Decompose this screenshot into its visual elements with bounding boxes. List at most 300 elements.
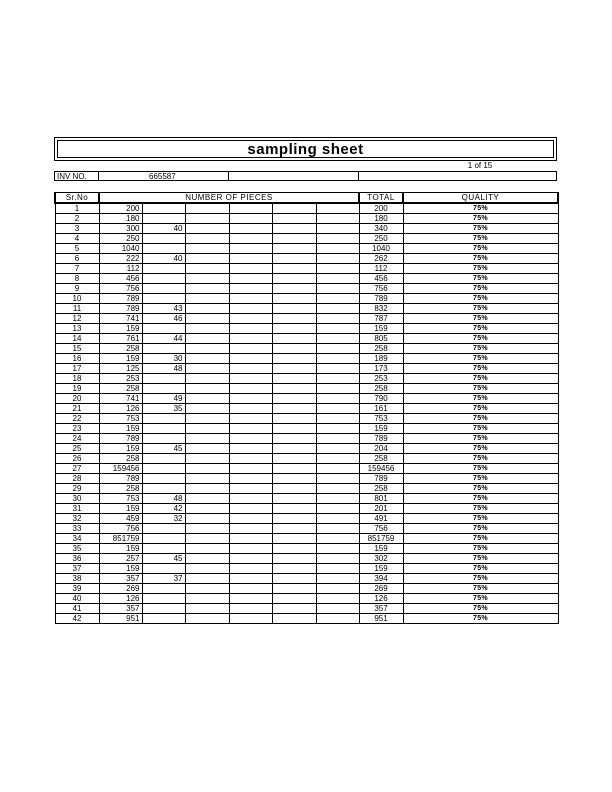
piece-cell-4 [229, 484, 272, 494]
piece-cell-5 [272, 314, 316, 324]
piece-cell-5 [272, 564, 316, 574]
piece-cell-5 [272, 244, 316, 254]
piece-cell-4 [229, 224, 272, 234]
table-row [55, 494, 558, 504]
quality-cell: 75% [403, 444, 558, 454]
sr-no-cell: 6 [55, 254, 99, 264]
sr-no-cell: 13 [55, 324, 99, 334]
table-row [55, 314, 558, 324]
total-cell: 159 [359, 564, 403, 574]
piece-cell-1: 159 [99, 354, 142, 364]
total-cell: 753 [359, 414, 403, 424]
total-cell: 159456 [359, 464, 403, 474]
sr-no-cell: 16 [55, 354, 99, 364]
total-cell: 161 [359, 404, 403, 414]
piece-cell-1: 789 [99, 474, 142, 484]
piece-cell-6 [316, 534, 359, 544]
total-cell: 258 [359, 344, 403, 354]
piece-cell-4 [229, 604, 272, 614]
piece-cell-4 [229, 294, 272, 304]
piece-cell-3 [185, 324, 229, 334]
piece-cell-2 [142, 534, 185, 544]
piece-cell-3 [185, 534, 229, 544]
sr-no-cell: 22 [55, 414, 99, 424]
piece-cell-1: 159 [99, 424, 142, 434]
total-cell: 394 [359, 574, 403, 584]
table-row [55, 454, 558, 464]
sr-no-cell: 36 [55, 554, 99, 564]
sr-no-cell: 28 [55, 474, 99, 484]
piece-cell-3 [185, 254, 229, 264]
total-cell: 340 [359, 224, 403, 234]
piece-cell-2 [142, 264, 185, 274]
piece-cell-5 [272, 354, 316, 364]
piece-cell-1: 753 [99, 414, 142, 424]
piece-cell-1: 159 [99, 564, 142, 574]
piece-cell-2 [142, 484, 185, 494]
table-row [55, 534, 558, 544]
quality-cell: 75% [403, 214, 558, 224]
piece-cell-3 [185, 384, 229, 394]
piece-cell-2: 42 [142, 504, 185, 514]
piece-cell-5 [272, 284, 316, 294]
piece-cell-5 [272, 304, 316, 314]
piece-cell-4 [229, 494, 272, 504]
piece-cell-4 [229, 254, 272, 264]
piece-cell-2: 44 [142, 334, 185, 344]
piece-cell-5 [272, 384, 316, 394]
total-cell: 756 [359, 284, 403, 294]
table-row [55, 334, 558, 344]
piece-cell-3 [185, 424, 229, 434]
piece-cell-2 [142, 374, 185, 384]
piece-cell-1: 200 [99, 203, 142, 214]
piece-cell-6 [316, 484, 359, 494]
piece-cell-6 [316, 464, 359, 474]
invoice-row [54, 171, 557, 181]
piece-cell-2 [142, 424, 185, 434]
total-cell: 180 [359, 214, 403, 224]
quality-cell: 75% [403, 434, 558, 444]
piece-cell-1: 756 [99, 524, 142, 534]
sr-no-cell: 37 [55, 564, 99, 574]
piece-cell-5 [272, 324, 316, 334]
total-cell: 789 [359, 294, 403, 304]
piece-cell-3 [185, 454, 229, 464]
piece-cell-4 [229, 374, 272, 384]
table-row [55, 524, 558, 534]
total-cell: 756 [359, 524, 403, 534]
piece-cell-6 [316, 374, 359, 384]
invoice-label: INV NO. [55, 172, 99, 180]
piece-cell-6 [316, 334, 359, 344]
quality-cell: 75% [403, 284, 558, 294]
sr-no-cell: 18 [55, 374, 99, 384]
page-title: sampling sheet [57, 140, 554, 158]
quality-cell: 75% [403, 524, 558, 534]
table-row [55, 484, 558, 494]
piece-cell-5 [272, 214, 316, 224]
piece-cell-6 [316, 594, 359, 604]
piece-cell-6 [316, 203, 359, 214]
invoice-number: 665587 [99, 172, 229, 180]
total-cell: 456 [359, 274, 403, 284]
quality-cell: 75% [403, 224, 558, 234]
piece-cell-4 [229, 334, 272, 344]
table-row [55, 394, 558, 404]
piece-cell-5 [272, 364, 316, 374]
piece-cell-4 [229, 214, 272, 224]
piece-cell-1: 789 [99, 294, 142, 304]
piece-cell-3 [185, 434, 229, 444]
piece-cell-4 [229, 544, 272, 554]
sr-no-cell: 10 [55, 294, 99, 304]
quality-cell: 75% [403, 324, 558, 334]
piece-cell-2: 46 [142, 314, 185, 324]
piece-cell-6 [316, 544, 359, 554]
quality-cell: 75% [403, 504, 558, 514]
quality-cell: 75% [403, 424, 558, 434]
table-row [55, 304, 558, 314]
sr-no-cell: 30 [55, 494, 99, 504]
piece-cell-4 [229, 564, 272, 574]
sr-no-cell: 27 [55, 464, 99, 474]
piece-cell-2: 37 [142, 574, 185, 584]
piece-cell-1: 756 [99, 284, 142, 294]
piece-cell-1: 951 [99, 614, 142, 624]
quality-cell: 75% [403, 454, 558, 464]
piece-cell-2 [142, 594, 185, 604]
piece-cell-4 [229, 404, 272, 414]
piece-cell-1: 159 [99, 444, 142, 454]
piece-cell-3 [185, 203, 229, 214]
piece-cell-5 [272, 224, 316, 234]
piece-cell-4 [229, 314, 272, 324]
piece-cell-1: 253 [99, 374, 142, 384]
header-total: TOTAL [359, 193, 403, 204]
quality-cell: 75% [403, 464, 558, 474]
sr-no-cell: 2 [55, 214, 99, 224]
piece-cell-2: 40 [142, 224, 185, 234]
piece-cell-1: 851759 [99, 534, 142, 544]
quality-cell: 75% [403, 254, 558, 264]
table-row [55, 224, 558, 234]
piece-cell-2: 45 [142, 444, 185, 454]
piece-cell-6 [316, 244, 359, 254]
piece-cell-6 [316, 554, 359, 564]
piece-cell-2 [142, 604, 185, 614]
header-quality: QUALITY [403, 193, 558, 204]
piece-cell-6 [316, 574, 359, 584]
quality-cell: 75% [403, 544, 558, 554]
quality-cell: 75% [403, 594, 558, 604]
total-cell: 258 [359, 454, 403, 464]
table-row [55, 244, 558, 254]
total-cell: 189 [359, 354, 403, 364]
piece-cell-5 [272, 374, 316, 384]
piece-cell-1: 357 [99, 574, 142, 584]
piece-cell-2: 43 [142, 304, 185, 314]
piece-cell-3 [185, 574, 229, 584]
sr-no-cell: 31 [55, 504, 99, 514]
sr-no-cell: 41 [55, 604, 99, 614]
piece-cell-1: 126 [99, 594, 142, 604]
sr-no-cell: 7 [55, 264, 99, 274]
table-row [55, 354, 558, 364]
total-cell: 258 [359, 384, 403, 394]
total-cell: 159 [359, 424, 403, 434]
total-cell: 159 [359, 544, 403, 554]
piece-cell-1: 258 [99, 344, 142, 354]
sr-no-cell: 35 [55, 544, 99, 554]
sr-no-cell: 1 [55, 203, 99, 214]
piece-cell-1: 250 [99, 234, 142, 244]
sr-no-cell: 12 [55, 314, 99, 324]
piece-cell-5 [272, 474, 316, 484]
quality-cell: 75% [403, 244, 558, 254]
piece-cell-6 [316, 314, 359, 324]
table-row [55, 274, 558, 284]
piece-cell-6 [316, 224, 359, 234]
piece-cell-3 [185, 584, 229, 594]
piece-cell-5 [272, 434, 316, 444]
quality-cell: 75% [403, 344, 558, 354]
piece-cell-2 [142, 544, 185, 554]
piece-cell-5 [272, 414, 316, 424]
total-cell: 173 [359, 364, 403, 374]
piece-cell-6 [316, 354, 359, 364]
sr-no-cell: 17 [55, 364, 99, 374]
title-box [54, 137, 557, 161]
total-cell: 951 [359, 614, 403, 624]
piece-cell-2 [142, 474, 185, 484]
table-row [55, 584, 558, 594]
table-row [55, 594, 558, 604]
quality-cell: 75% [403, 564, 558, 574]
piece-cell-2 [142, 244, 185, 254]
piece-cell-6 [316, 304, 359, 314]
piece-cell-6 [316, 434, 359, 444]
sr-no-cell: 8 [55, 274, 99, 284]
piece-cell-2 [142, 434, 185, 444]
quality-cell: 75% [403, 494, 558, 504]
piece-cell-3 [185, 414, 229, 424]
total-cell: 262 [359, 254, 403, 264]
piece-cell-3 [185, 544, 229, 554]
sr-no-cell: 5 [55, 244, 99, 254]
table-row [55, 554, 558, 564]
sr-no-cell: 40 [55, 594, 99, 604]
table-row [55, 284, 558, 294]
total-cell: 159 [359, 324, 403, 334]
table-row [55, 264, 558, 274]
piece-cell-1: 300 [99, 224, 142, 234]
total-cell: 1040 [359, 244, 403, 254]
piece-cell-6 [316, 284, 359, 294]
piece-cell-1: 741 [99, 394, 142, 404]
total-cell: 204 [359, 444, 403, 454]
quality-cell: 75% [403, 304, 558, 314]
invoice-blank-2 [359, 172, 556, 180]
page-indicator: 1 of 15 [467, 161, 493, 170]
piece-cell-5 [272, 203, 316, 214]
table-row [55, 544, 558, 554]
piece-cell-5 [272, 294, 316, 304]
table-row [55, 424, 558, 434]
piece-cell-6 [316, 234, 359, 244]
piece-cell-3 [185, 374, 229, 384]
table-row [55, 604, 558, 614]
piece-cell-2: 45 [142, 554, 185, 564]
piece-cell-5 [272, 454, 316, 464]
piece-cell-4 [229, 574, 272, 584]
piece-cell-4 [229, 614, 272, 624]
piece-cell-2 [142, 284, 185, 294]
piece-cell-1: 456 [99, 274, 142, 284]
table-row [55, 564, 558, 574]
piece-cell-2: 49 [142, 394, 185, 404]
piece-cell-5 [272, 404, 316, 414]
quality-cell: 75% [403, 234, 558, 244]
quality-cell: 75% [403, 354, 558, 364]
piece-cell-5 [272, 344, 316, 354]
piece-cell-5 [272, 594, 316, 604]
piece-cell-4 [229, 584, 272, 594]
total-cell: 200 [359, 203, 403, 214]
total-cell: 787 [359, 314, 403, 324]
piece-cell-4 [229, 244, 272, 254]
quality-cell: 75% [403, 534, 558, 544]
piece-cell-3 [185, 344, 229, 354]
piece-cell-4 [229, 354, 272, 364]
piece-cell-1: 257 [99, 554, 142, 564]
piece-cell-3 [185, 504, 229, 514]
piece-cell-3 [185, 334, 229, 344]
piece-cell-6 [316, 494, 359, 504]
sr-no-cell: 11 [55, 304, 99, 314]
total-cell: 302 [359, 554, 403, 564]
piece-cell-4 [229, 474, 272, 484]
piece-cell-4 [229, 264, 272, 274]
piece-cell-4 [229, 203, 272, 214]
piece-cell-2: 48 [142, 494, 185, 504]
piece-cell-4 [229, 444, 272, 454]
piece-cell-6 [316, 384, 359, 394]
piece-cell-4 [229, 424, 272, 434]
piece-cell-2: 30 [142, 354, 185, 364]
piece-cell-3 [185, 514, 229, 524]
piece-cell-1: 222 [99, 254, 142, 264]
piece-cell-1: 258 [99, 484, 142, 494]
piece-cell-1: 159 [99, 504, 142, 514]
piece-cell-1: 1040 [99, 244, 142, 254]
piece-cell-4 [229, 464, 272, 474]
quality-cell: 75% [403, 203, 558, 214]
piece-cell-3 [185, 594, 229, 604]
piece-cell-6 [316, 264, 359, 274]
piece-cell-5 [272, 444, 316, 454]
sr-no-cell: 24 [55, 434, 99, 444]
piece-cell-6 [316, 474, 359, 484]
sr-no-cell: 20 [55, 394, 99, 404]
piece-cell-6 [316, 254, 359, 264]
piece-cell-3 [185, 314, 229, 324]
quality-cell: 75% [403, 414, 558, 424]
piece-cell-4 [229, 434, 272, 444]
piece-cell-1: 125 [99, 364, 142, 374]
sr-no-cell: 38 [55, 574, 99, 584]
piece-cell-6 [316, 294, 359, 304]
sr-no-cell: 25 [55, 444, 99, 454]
table-row [55, 324, 558, 334]
quality-cell: 75% [403, 394, 558, 404]
piece-cell-3 [185, 304, 229, 314]
piece-cell-4 [229, 394, 272, 404]
quality-cell: 75% [403, 614, 558, 624]
piece-cell-2 [142, 524, 185, 534]
piece-cell-2 [142, 214, 185, 224]
piece-cell-3 [185, 264, 229, 274]
quality-cell: 75% [403, 294, 558, 304]
total-cell: 357 [359, 604, 403, 614]
table-body [55, 203, 558, 624]
piece-cell-1: 258 [99, 454, 142, 464]
table-row [55, 254, 558, 264]
sr-no-cell: 33 [55, 524, 99, 534]
total-cell: 851759 [359, 534, 403, 544]
piece-cell-6 [316, 274, 359, 284]
header-sr-no: Sr.No [55, 193, 99, 204]
piece-cell-2 [142, 414, 185, 424]
piece-cell-6 [316, 564, 359, 574]
quality-cell: 75% [403, 384, 558, 394]
piece-cell-3 [185, 404, 229, 414]
quality-cell: 75% [403, 314, 558, 324]
table-row [55, 374, 558, 384]
piece-cell-3 [185, 554, 229, 564]
sr-no-cell: 14 [55, 334, 99, 344]
piece-cell-2: 35 [142, 404, 185, 414]
piece-cell-4 [229, 234, 272, 244]
sr-no-cell: 32 [55, 514, 99, 524]
piece-cell-5 [272, 614, 316, 624]
invoice-blank-1 [229, 172, 359, 180]
piece-cell-5 [272, 464, 316, 474]
total-cell: 250 [359, 234, 403, 244]
piece-cell-4 [229, 594, 272, 604]
table-row [55, 364, 558, 374]
piece-cell-3 [185, 394, 229, 404]
piece-cell-3 [185, 214, 229, 224]
piece-cell-5 [272, 254, 316, 264]
piece-cell-1: 126 [99, 404, 142, 414]
total-cell: 258 [359, 484, 403, 494]
piece-cell-6 [316, 364, 359, 374]
sr-no-cell: 9 [55, 284, 99, 294]
sr-no-cell: 34 [55, 534, 99, 544]
piece-cell-4 [229, 384, 272, 394]
piece-cell-6 [316, 324, 359, 334]
piece-cell-4 [229, 504, 272, 514]
sr-no-cell: 39 [55, 584, 99, 594]
piece-cell-3 [185, 364, 229, 374]
piece-cell-3 [185, 284, 229, 294]
piece-cell-4 [229, 514, 272, 524]
total-cell: 201 [359, 504, 403, 514]
piece-cell-6 [316, 404, 359, 414]
piece-cell-3 [185, 484, 229, 494]
quality-cell: 75% [403, 514, 558, 524]
